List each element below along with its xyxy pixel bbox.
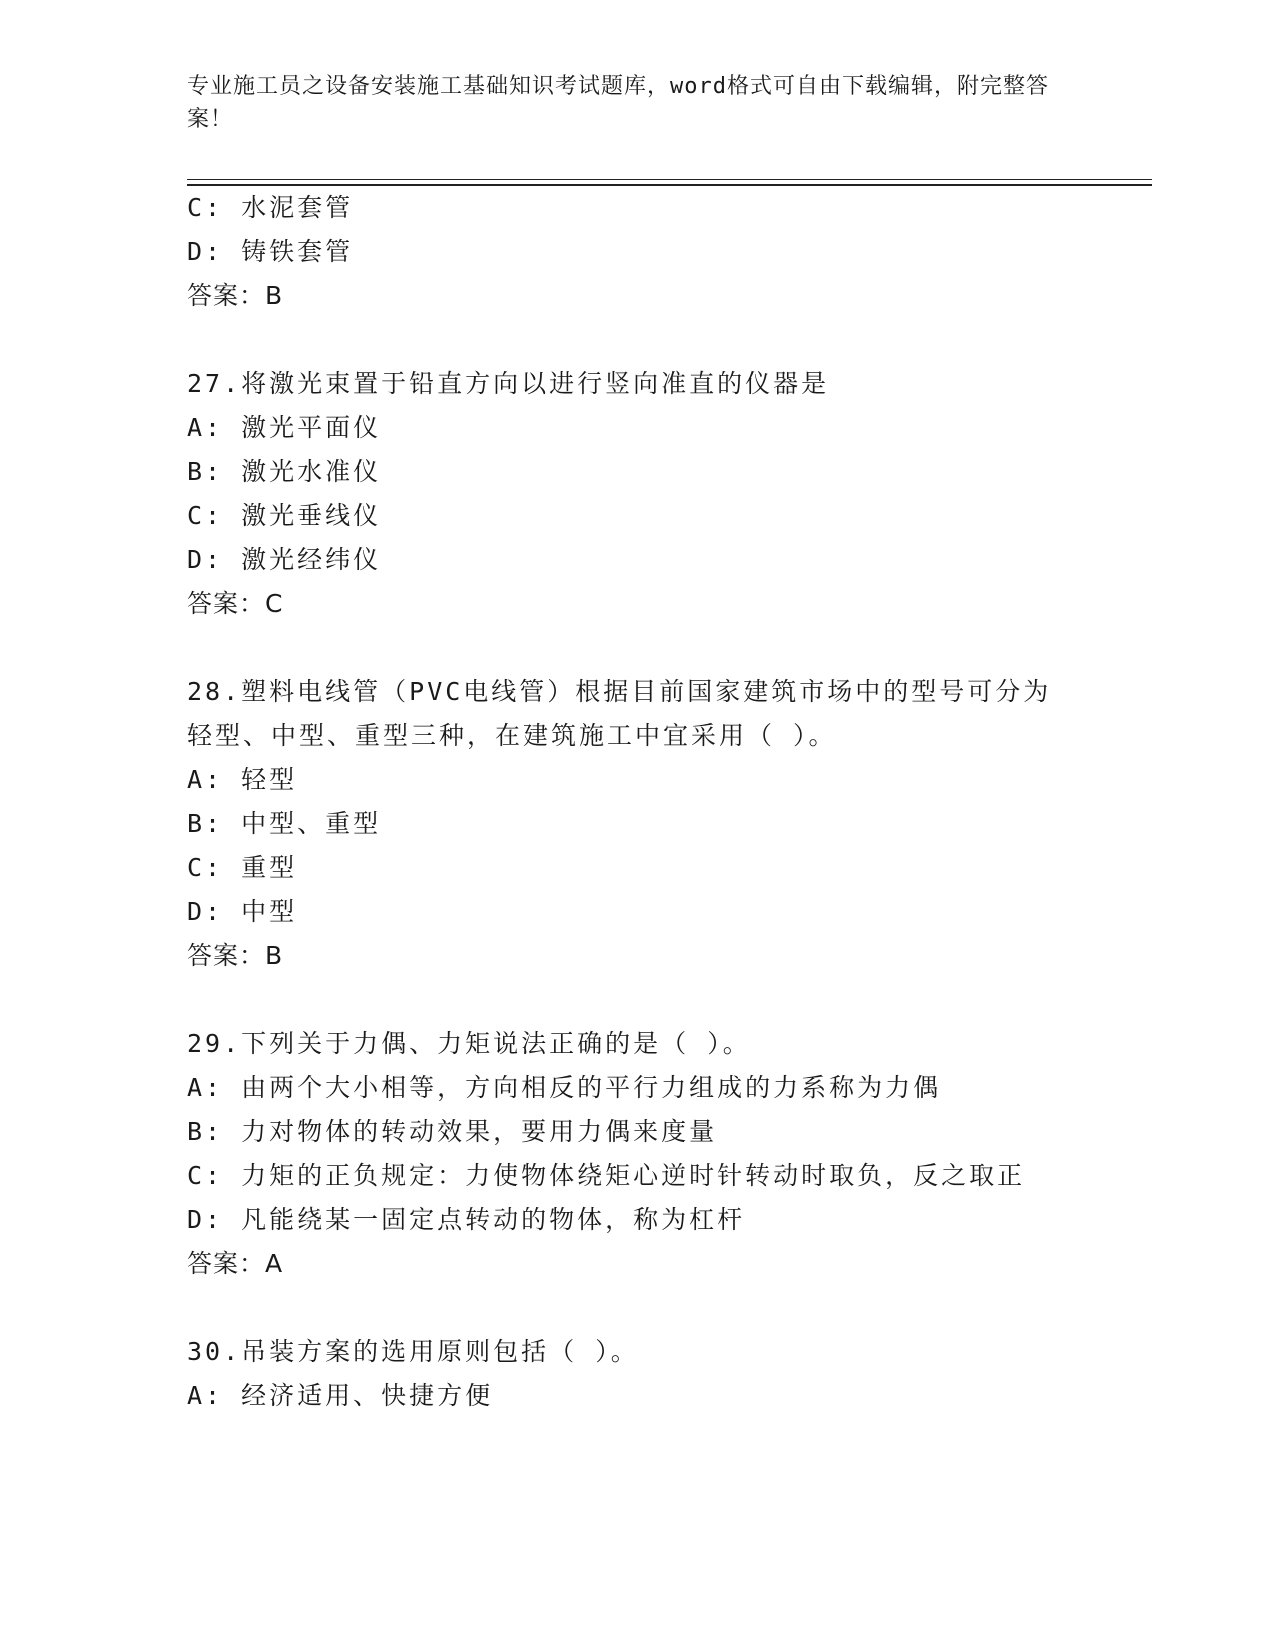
q27-option-c: C: 激光垂线仪 bbox=[187, 501, 382, 530]
q28-option-d: D: 中型 bbox=[187, 897, 298, 926]
q27-question: 27.将激光束置于铅直方向以进行竖向准直的仪器是 bbox=[187, 369, 830, 398]
q29-option-d: D: 凡能绕某一固定点转动的物体，称为杠杆 bbox=[187, 1205, 746, 1234]
q27-option-d: D: 激光经纬仪 bbox=[187, 545, 382, 574]
q28-answer: 答案：B bbox=[187, 941, 284, 970]
header-divider-thick bbox=[187, 184, 1152, 186]
q30-question: 30.吊装方案的选用原则包括（ ）。 bbox=[187, 1337, 639, 1366]
q28-question-line2: 轻型、中型、重型三种，在建筑施工中宜采用（ ）。 bbox=[187, 721, 837, 750]
q26-answer: 答案：B bbox=[187, 281, 284, 310]
header-divider-thin bbox=[187, 179, 1152, 180]
q29-option-a: A: 由两个大小相等，方向相反的平行力组成的力系称为力偶 bbox=[187, 1073, 942, 1102]
q28-option-b: B: 中型、重型 bbox=[187, 809, 382, 838]
q26-option-d: D: 铸铁套管 bbox=[187, 237, 354, 266]
q27-option-b: B: 激光水准仪 bbox=[187, 457, 382, 486]
q27-option-a: A: 激光平面仪 bbox=[187, 413, 382, 442]
q29-option-b: B: 力对物体的转动效果，要用力偶来度量 bbox=[187, 1117, 718, 1146]
q29-answer: 答案：A bbox=[187, 1249, 284, 1278]
q30-option-a: A: 经济适用、快捷方便 bbox=[187, 1381, 494, 1410]
q26-option-c: C: 水泥套管 bbox=[187, 193, 354, 222]
q29-option-c: C: 力矩的正负规定：力使物体绕矩心逆时针转动时取负，反之取正 bbox=[187, 1161, 1026, 1190]
q28-question-line1: 28.塑料电线管（PVC电线管）根据目前国家建筑市场中的型号可分为 bbox=[187, 677, 1052, 706]
q29-question: 29.下列关于力偶、力矩说法正确的是（ ）。 bbox=[187, 1029, 751, 1058]
q27-answer: 答案：C bbox=[187, 589, 284, 618]
q28-option-a: A: 轻型 bbox=[187, 765, 298, 794]
document-header: 专业施工员之设备安装施工基础知识考试题库，word格式可自由下载编辑，附完整答案！ bbox=[187, 74, 1049, 132]
q28-option-c: C: 重型 bbox=[187, 853, 298, 882]
